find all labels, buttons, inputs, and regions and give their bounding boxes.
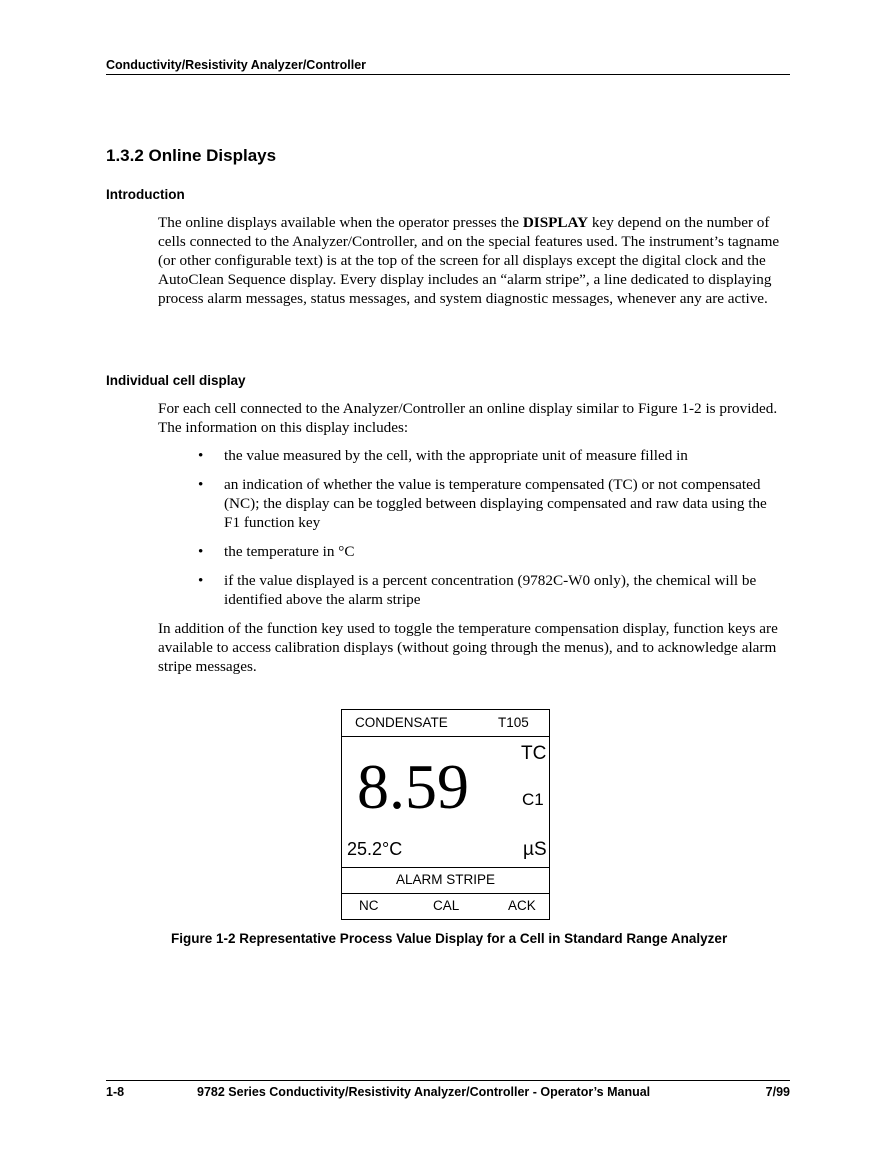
introduction-paragraph (158, 213, 783, 308)
section-title: 1.3.2 Online Displays (106, 146, 277, 165)
process-value: 8.59 (357, 751, 469, 822)
compensation-indicator: TC (521, 743, 547, 764)
individual-intro-paragraph: For each cell connected to the Analyzer/Controller an online display similar to Figure 1-2 is provided. The information on this display includes: (158, 400, 778, 436)
display-header (342, 710, 549, 737)
process-value-display (341, 709, 550, 920)
list-item (158, 475, 783, 532)
list-item-text: the value measured by the cell, with the appropriate unit of measure filled in (224, 447, 688, 464)
introduction-text-end: key depend on the number of cells connected to the Analyzer/Controller, and on the special features used. The instrument’s tagname (or other configurable text) is at the top of the screen for all displays except the digital clock and the AutoClean Sequence display. Every display includes an “alarm stripe”, a line dedicated to displaying process alarm messages, status messages, and system diagnostic messages, whenever any are active. (158, 214, 780, 307)
page-number: 1-8 (106, 1085, 125, 1099)
bullet-icon: • (198, 447, 204, 464)
list-item (158, 542, 783, 561)
introduction-text-start: The online displays available when the operator presses the (158, 214, 523, 231)
feature-list (158, 446, 783, 619)
function-key-cal: CAL (433, 898, 460, 913)
function-key-nc: NC (359, 898, 379, 913)
closing-paragraph: In addition of the function key used to toggle the temperature compensation display, function keys are available to access calibration displays (without going through the menus), and to acknowledge alarm stripe messages. (158, 620, 778, 675)
list-item-text: if the value displayed is a percent concentration (9782C-W0 only), the chemical will be identified above the alarm stripe (224, 572, 757, 608)
running-header: Conductivity/Resistivity Analyzer/Controller (106, 58, 790, 75)
display-key-name: DISPLAY (522, 214, 589, 231)
temperature-value: 25.2°C (347, 839, 403, 859)
tag-id: T105 (498, 715, 529, 730)
bullet-icon: • (198, 572, 204, 589)
list-item (158, 446, 783, 465)
list-item (158, 571, 783, 609)
function-key-row (342, 894, 549, 919)
running-footer (106, 1080, 790, 1103)
manual-title: 9782 Series Conductivity/Resistivity Analyzer/Controller - Operator’s Manual (197, 1085, 651, 1099)
bullet-icon: • (198, 476, 204, 493)
function-key-ack: ACK (508, 898, 536, 913)
tagname: CONDENSATE (355, 715, 448, 730)
alarm-stripe: ALARM STRIPE (342, 867, 549, 894)
figure-caption: Figure 1-2 Representative Process Value Display for a Cell in Standard Range Analyzer (171, 931, 728, 946)
individual-cell-heading: Individual cell display (106, 373, 246, 388)
list-item-text: an indication of whether the value is temperature compensated (TC) or not compensated (NC); the display can be toggled between displaying compensated and raw data using the F1 function key (224, 476, 767, 531)
bullet-icon: • (198, 543, 204, 560)
list-item-text: the temperature in °C (224, 543, 355, 560)
revision-date: 7/99 (765, 1085, 790, 1099)
introduction-heading: Introduction (106, 187, 185, 202)
unit-label: µS (523, 839, 547, 860)
cell-id: C1 (522, 790, 544, 809)
